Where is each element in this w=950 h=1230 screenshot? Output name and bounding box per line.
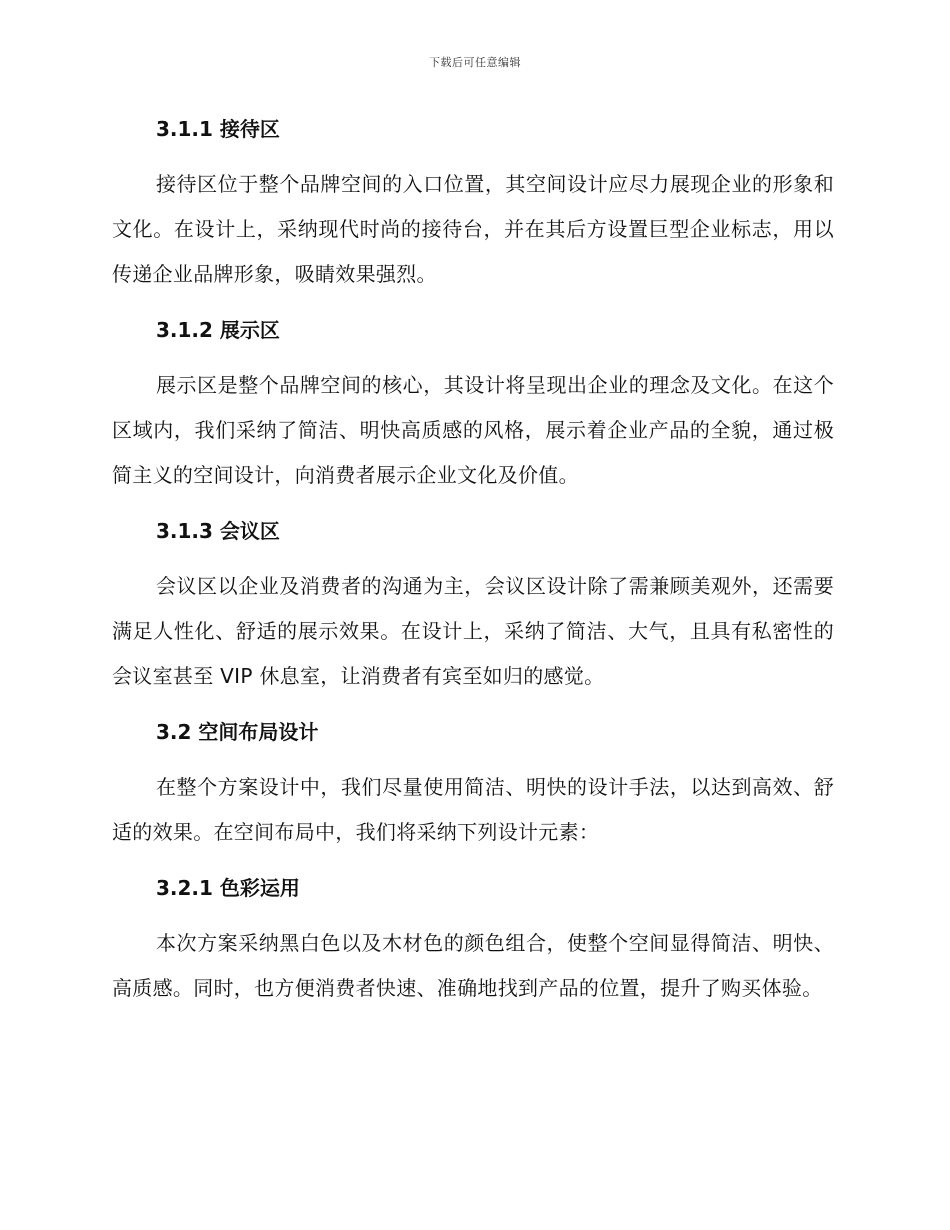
document-body (112, 110, 834, 1011)
section-meeting (112, 512, 834, 713)
section-paragraph: 在整个方案设计中，我们尽量使用简洁、明快的设计手法，以达到高效、舒适的效果。在空间布局中，我们将采纳下列设计元素： (112, 775, 834, 844)
section-heading: 3.2.1 色彩运用 (156, 876, 300, 900)
section-paragraph: 本次方案采纳黑白色以及木材色的颜色组合，使整个空间显得简洁、明快、高质感。同时，也方便消费者快速、准确地找到产品的位置，提升了购买体验。 (112, 931, 834, 1000)
section-layout-design (112, 713, 834, 869)
section-reception (112, 110, 834, 311)
section-color-usage (112, 869, 834, 1011)
section-heading: 3.1.1 接待区 (156, 117, 280, 141)
section-paragraph: 会议区以企业及消费者的沟通为主，会议区设计除了需兼顾美观外，还需要满足人性化、舒适的展示效果。在设计上，采纳了简洁、大气，且具有私密性的会议室甚至 VIP 休息室，让消费者有宾至如归的感觉。 (112, 574, 834, 688)
header-note: 下载后可任意编辑 (429, 56, 521, 69)
section-display (112, 311, 834, 512)
section-heading: 3.1.2 展示区 (156, 318, 280, 342)
section-heading: 3.1.3 会议区 (156, 519, 280, 543)
section-heading: 3.2 空间布局设计 (156, 720, 319, 744)
section-paragraph: 展示区是整个品牌空间的核心，其设计将呈现出企业的理念及文化。在这个区域内，我们采纳了简洁、明快高质感的风格，展示着企业产品的全貌，通过极简主义的空间设计，向消费者展示企业文化及价值。 (112, 373, 834, 487)
section-paragraph: 接待区位于整个品牌空间的入口位置，其空间设计应尽力展现企业的形象和文化。在设计上，采纳现代时尚的接待台，并在其后方设置巨型企业标志，用以传递企业品牌形象，吸睛效果强烈。 (112, 172, 834, 286)
